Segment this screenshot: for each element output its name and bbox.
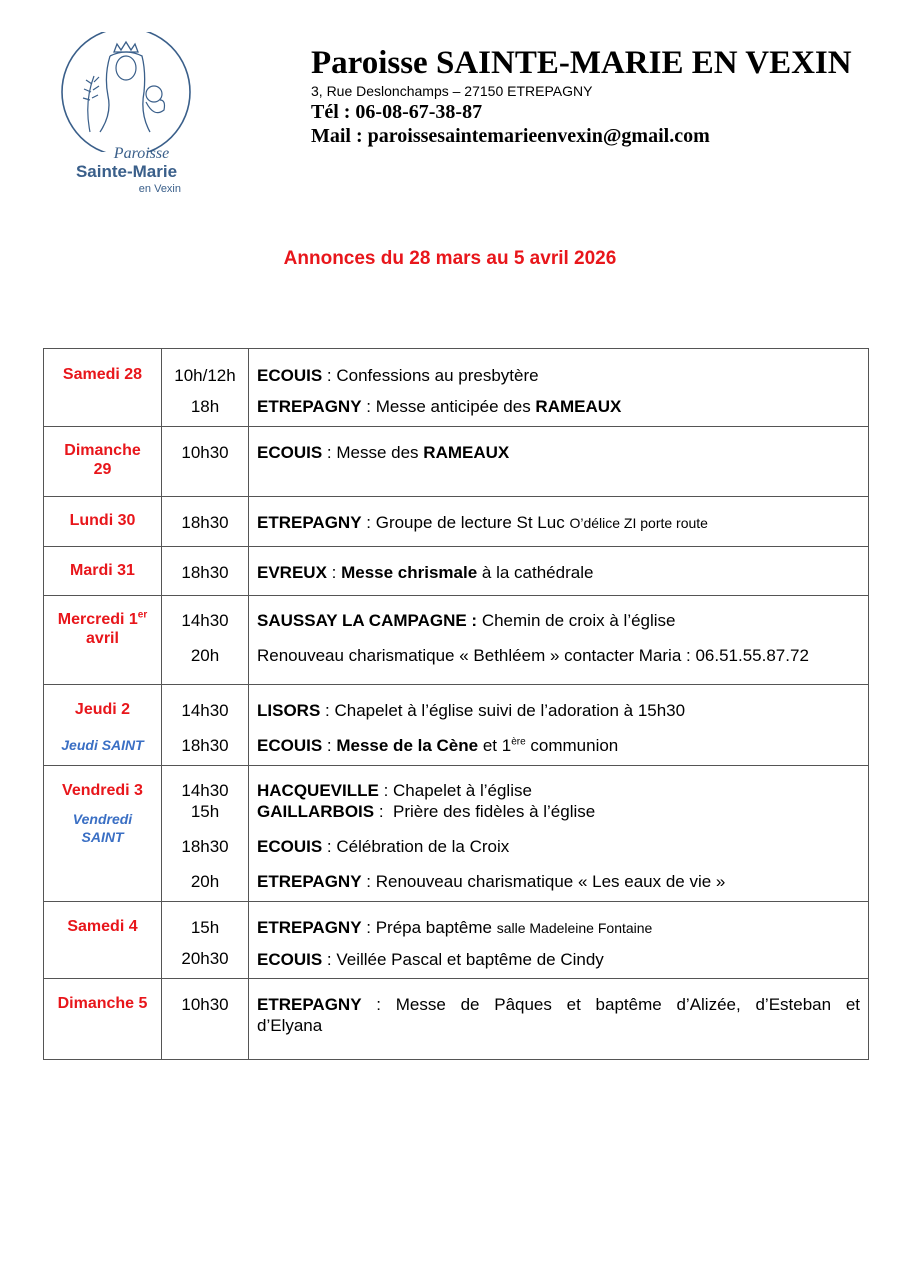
event-place: GAILLARBOIS bbox=[257, 802, 375, 821]
time-label: 18h30 bbox=[181, 736, 229, 755]
day-cell bbox=[44, 349, 162, 427]
event-text: : Prépa baptême bbox=[361, 918, 497, 937]
time-label: 18h30 bbox=[181, 513, 229, 532]
event-line bbox=[249, 442, 868, 463]
event-place: ETREPAGNY bbox=[257, 995, 362, 1014]
logo-line1: Paroisse bbox=[113, 145, 170, 162]
time-cell bbox=[162, 596, 249, 685]
event-line bbox=[249, 949, 868, 970]
event-location-note: O’délice ZI porte route bbox=[569, 515, 708, 531]
time-label: 10h30 bbox=[181, 995, 229, 1014]
time-cell bbox=[162, 547, 249, 596]
table-row bbox=[44, 497, 869, 547]
event-highlight: RAMEAUX bbox=[535, 397, 622, 416]
time-cell bbox=[162, 979, 249, 1060]
day-cell bbox=[44, 766, 162, 902]
event-line bbox=[249, 396, 868, 417]
time-cell bbox=[162, 427, 249, 497]
event-place: ETREPAGNY bbox=[257, 918, 362, 937]
logo-line3: en Vexin bbox=[138, 183, 181, 195]
parish-logo bbox=[54, 32, 199, 197]
day-cell bbox=[44, 979, 162, 1060]
day-cell bbox=[44, 685, 162, 766]
table-row bbox=[44, 979, 869, 1060]
time-label: 18h bbox=[190, 397, 220, 416]
day-label: Mardi 31 bbox=[70, 562, 135, 579]
event-line bbox=[249, 917, 868, 939]
time-label: 18h30 bbox=[181, 837, 229, 856]
time-label: 14h30 bbox=[181, 611, 229, 630]
event-highlight: RAMEAUX bbox=[423, 443, 510, 462]
event-text: : Chapelet à l’église suivi de l’adoration à 15h30 bbox=[320, 701, 686, 720]
time-label: 14h30 bbox=[181, 781, 229, 800]
day-cell bbox=[44, 427, 162, 497]
time-label: 15h bbox=[190, 802, 220, 821]
event-place: EVREUX bbox=[257, 563, 327, 582]
event-place: ECOUIS bbox=[257, 443, 323, 462]
event-text: : Veillée Pascal et baptême de Cindy bbox=[322, 950, 604, 969]
event-text: : Célébration de la Croix bbox=[322, 837, 510, 856]
event-cell bbox=[249, 902, 869, 979]
event-place: ECOUIS bbox=[257, 366, 323, 385]
event-text: : Chapelet à l’église bbox=[378, 781, 532, 800]
event-place: LISORS bbox=[257, 701, 321, 720]
announcement-title: Annonces du 28 mars au 5 avril 2026 bbox=[283, 248, 617, 269]
parish-header bbox=[311, 44, 852, 148]
time-label: 10h/12h bbox=[174, 366, 236, 385]
day-cell bbox=[44, 547, 162, 596]
time-cell bbox=[162, 685, 249, 766]
time-cell bbox=[162, 766, 249, 902]
logo-line2: Sainte-Marie bbox=[75, 162, 178, 181]
time-label: 20h bbox=[190, 646, 220, 665]
table-row bbox=[44, 902, 869, 979]
table-row bbox=[44, 596, 869, 685]
day-label: Samedi 28 bbox=[62, 366, 143, 383]
event-place: SAUSSAY LA CAMPAGNE : bbox=[257, 611, 478, 630]
time-label: 15h bbox=[190, 918, 220, 937]
time-cell bbox=[162, 349, 249, 427]
time-label: 20h30 bbox=[181, 949, 229, 968]
parish-email: Mail : paroissesaintemarieenvexin@gmail.com bbox=[311, 125, 710, 147]
day-cell bbox=[44, 902, 162, 979]
event-text: Chemin de croix à l’église bbox=[477, 611, 676, 630]
event-text: : Messe de Pâques et baptême d’Alizée, d’Esteban et d’Elyana bbox=[257, 995, 860, 1035]
day-sublabel: Vendredi SAINT bbox=[72, 811, 133, 845]
madonna-emblem-icon bbox=[54, 32, 199, 152]
time-label: 18h30 bbox=[181, 563, 229, 582]
day-label: Jeudi 2 bbox=[74, 701, 131, 718]
event-line bbox=[249, 836, 868, 857]
day-label: Lundi 30 bbox=[69, 512, 136, 529]
event-place: ETREPAGNY bbox=[257, 397, 362, 416]
parish-phone: Tél : 06-08-67-38-87 bbox=[311, 101, 483, 123]
event-line bbox=[249, 871, 868, 892]
day-label: Dimanche 5 bbox=[57, 995, 148, 1012]
event-cell bbox=[249, 979, 869, 1060]
event-line bbox=[249, 700, 868, 721]
event-cell bbox=[249, 349, 869, 427]
event-line bbox=[249, 512, 868, 534]
time-label: 14h30 bbox=[181, 701, 229, 720]
event-place: ETREPAGNY bbox=[257, 872, 362, 891]
event-line bbox=[249, 801, 868, 822]
table-row bbox=[44, 349, 869, 427]
event-cell bbox=[249, 427, 869, 497]
table-row bbox=[44, 685, 869, 766]
table-row bbox=[44, 547, 869, 596]
day-cell bbox=[44, 596, 162, 685]
event-line bbox=[249, 994, 868, 1036]
event-text: : bbox=[326, 563, 342, 582]
event-text: : Groupe de lecture St Luc bbox=[361, 513, 570, 532]
day-sublabel: Jeudi SAINT bbox=[61, 737, 144, 753]
time-label: 20h bbox=[190, 872, 220, 891]
event-line: ECOUIS : Messe de la Cène et 1ère communion bbox=[257, 736, 619, 755]
event-text: : Messe des bbox=[322, 443, 424, 462]
day-label: Dimanche 29 bbox=[64, 442, 141, 478]
day-label: Vendredi 3 bbox=[62, 782, 143, 799]
event-line bbox=[249, 562, 868, 583]
time-cell bbox=[162, 497, 249, 547]
event-line: Renouveau charismatique « Bethléem » contacter Maria : 06.51.55.87.72 bbox=[257, 646, 809, 665]
day-cell bbox=[44, 497, 162, 547]
event-highlight: Messe chrismale bbox=[341, 563, 478, 582]
parish-address: 3, Rue Deslonchamps – 27150 ETREPAGNY bbox=[311, 83, 593, 99]
event-cell bbox=[249, 547, 869, 596]
event-cell bbox=[249, 766, 869, 902]
schedule-table bbox=[43, 348, 869, 1060]
event-cell bbox=[249, 497, 869, 547]
day-label: Samedi 4 bbox=[67, 918, 138, 935]
time-cell bbox=[162, 902, 249, 979]
event-cell bbox=[249, 685, 869, 766]
event-line bbox=[249, 610, 868, 631]
event-line bbox=[249, 780, 868, 801]
event-line bbox=[249, 365, 868, 386]
event-place: ETREPAGNY bbox=[257, 513, 362, 532]
event-cell bbox=[249, 596, 869, 685]
table-row bbox=[44, 427, 869, 497]
table-row bbox=[44, 766, 869, 902]
event-highlight: Messe de la Cène bbox=[336, 736, 479, 755]
event-text: : Prière des fidèles à l’église bbox=[374, 802, 596, 821]
event-place: ECOUIS bbox=[257, 837, 323, 856]
event-place: HACQUEVILLE bbox=[257, 781, 379, 800]
day-label: Mercredi 1er avril bbox=[57, 609, 148, 647]
time-label: 10h30 bbox=[181, 443, 229, 462]
event-location-note: salle Madeleine Fontaine bbox=[496, 920, 653, 936]
event-text: : Messe anticipée des bbox=[361, 397, 536, 416]
event-place: ECOUIS bbox=[257, 736, 323, 755]
event-text: à la cathédrale bbox=[477, 563, 594, 582]
event-text: : Confessions au presbytère bbox=[322, 366, 539, 385]
event-place: ECOUIS bbox=[257, 950, 323, 969]
parish-title: Paroisse SAINTE-MARIE EN VEXIN bbox=[311, 45, 852, 81]
event-text: : Renouveau charismatique « Les eaux de vie » bbox=[361, 872, 726, 891]
